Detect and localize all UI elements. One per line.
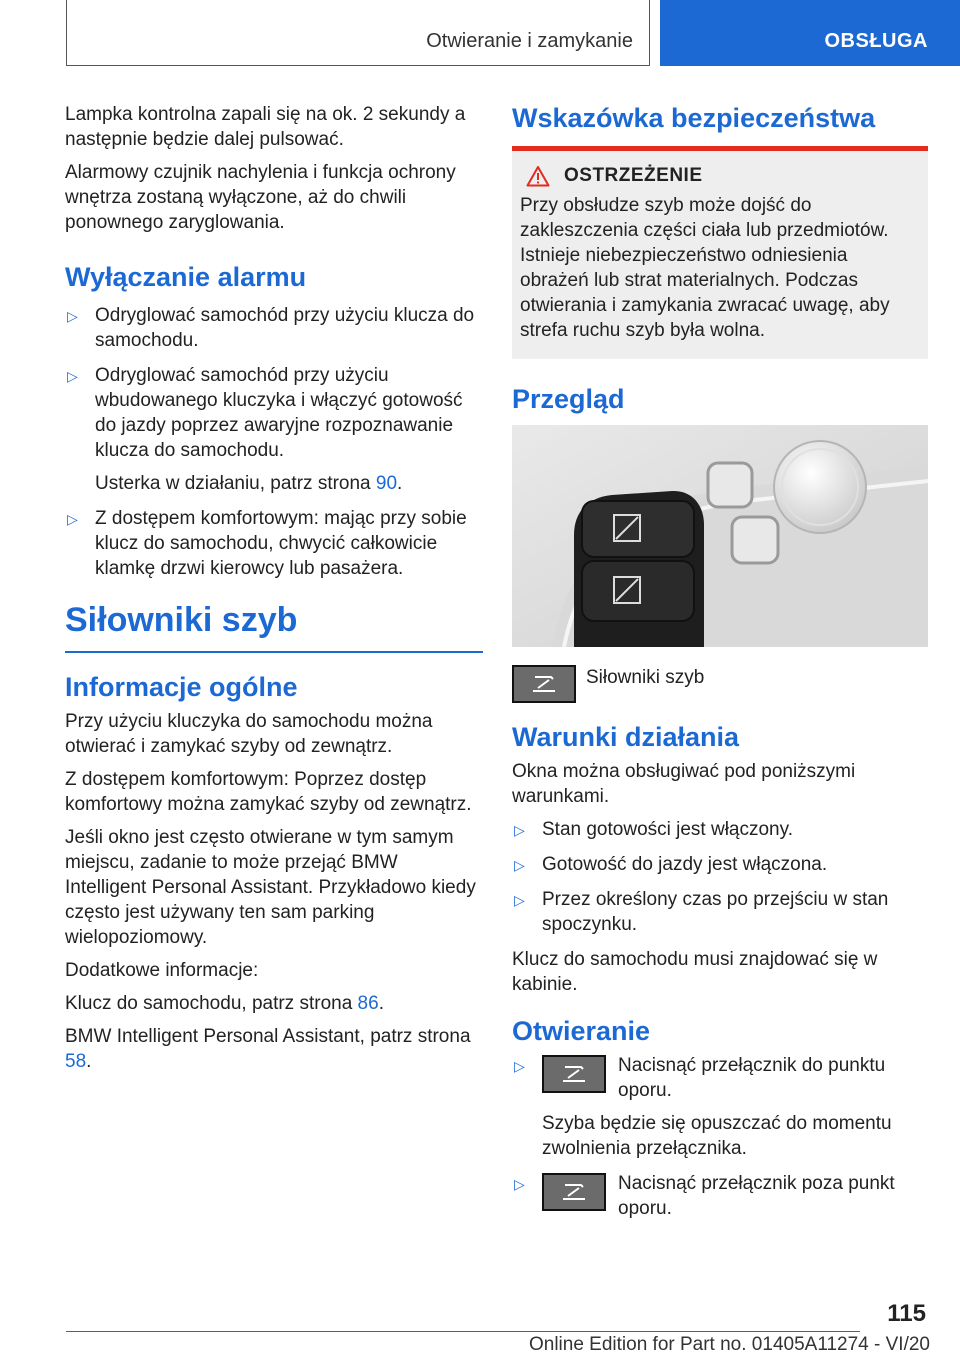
list-item: ▷ Z dostępem komfortowym: mając przy sobie klucz do samochodu, chwycić całkowicie klamkę drzwi kierowcy lub pasażera. (67, 508, 467, 579)
safety-heading: Wskazówka bezpieczeństwa (512, 103, 876, 133)
image-caption (512, 665, 928, 703)
reference-assistant: BMW Intelligent Personal Assistant, patrz strona 58. (65, 1026, 471, 1072)
general-paragraph-3: Jeśli okno jest często otwierane w tym samym miejscu, zadanie to może przejąć BMW Intelligent Personal Assistant. Przykładowo kiedy często jest używany ten sam parking wielopoziomowy. (65, 827, 476, 948)
general-paragraph-1: Przy użyciu kluczyka do samochodu można otwierać i zamykać szyby od zewnątrz. (65, 711, 433, 757)
caption-text: Siłowniki szyb (586, 667, 705, 688)
footer-divider (66, 1331, 860, 1332)
conditions-heading: Warunki działania (512, 722, 740, 752)
intro-paragraph-1: Lampka kontrolna zapali się na ok. 2 sekundy a następnie będzie dalej pulsować. (65, 104, 466, 150)
warning-triangle-icon (526, 165, 550, 187)
triangle-bullet-icon: ▷ (514, 1176, 525, 1192)
conditions-paragraph-2: Klucz do samochodu musi znajdować się w kabinie. (512, 949, 878, 995)
triangle-bullet-icon: ▷ (514, 892, 525, 908)
general-paragraph-4: Dodatkowe informacje: (65, 960, 259, 981)
page-link-86[interactable]: 86 (357, 993, 379, 1014)
malfunction-reference: Usterka w działaniu, patrz strona 90. (95, 473, 403, 494)
list-item: ▷ Odryglować samochód przy użyciu wbudowanego kluczyka i włączyć gotowość do jazdy poprzez awaryjne rozpoznawanie klucza do samochodu. Usterka w działaniu, patrz strona 90. (65, 363, 483, 496)
warning-text: Przy obsłudze szyb może dojść do zakleszczenia części ciała lub przedmiotów. Istnieje niebezpieczeństwo odniesienia obrażeń lub strat materialnych. Podczas otwierania i zamykania zwracać uwagę, aby strefa ruchu szyb była wolna. (520, 195, 890, 341)
triangle-bullet-icon: ▷ (514, 857, 525, 873)
window-switch-photo (512, 425, 928, 647)
conditions-list (512, 817, 928, 937)
list-item: ▷ Nacisnąć przełącznik do punktu oporu. Szyba będzie się opuszczać do momentu zwolnienia przełącznika. (514, 1055, 892, 1159)
header-section-title: Otwieranie i zamykanie (426, 30, 633, 52)
general-info-heading: Informacje ogólne (65, 672, 298, 702)
opening-heading: Otwieranie (512, 1016, 651, 1046)
triangle-bullet-icon: ▷ (67, 308, 78, 324)
intro-paragraph-2: Alarmowy czujnik nachylenia i funkcja ochrony wnętrza zostaną wyłączone, aż do chwili ponownego zaryglowania. (65, 162, 456, 233)
window-lifts-heading: Siłowniki szyb (65, 599, 483, 653)
reference-key: Klucz do samochodu, patrz strona 86. (65, 993, 384, 1014)
footer-edition: Online Edition for Part no. 01405A11274 - VI/20 (528, 1334, 930, 1355)
page-link-58[interactable]: 58 (65, 1051, 87, 1072)
list-item: ▷ Stan gotowości jest włączony. (512, 817, 928, 842)
alarm-off-heading: Wyłączanie alarmu (65, 262, 307, 292)
warning-title: OSTRZEŻENIE (564, 165, 703, 186)
list-item: ▷ Przez określony czas po przejściu w stan spoczynku. (514, 889, 889, 935)
list-item: ▷ Nacisnąć przełącznik poza punkt oporu. (514, 1173, 895, 1219)
page-number: 115 (887, 1300, 926, 1327)
warning-box (512, 146, 928, 359)
triangle-bullet-icon: ▷ (67, 368, 78, 384)
left-column (65, 102, 483, 1082)
opening-list (512, 1053, 928, 1221)
window-switch-icon (512, 665, 576, 703)
right-column (512, 102, 928, 1231)
header-section-box (66, 0, 650, 66)
list-item: ▷ Gotowość do jazdy jest włączona. (512, 852, 928, 877)
window-switch-icon (542, 1173, 606, 1211)
triangle-bullet-icon: ▷ (67, 511, 78, 527)
conditions-paragraph: Okna można obsługiwać pod poniższymi warunkami. (512, 761, 856, 807)
list-item: ▷ Odryglować samochód przy użyciu klucza do samochodu. (67, 305, 475, 351)
overview-heading: Przegląd (512, 384, 625, 414)
page-link-90[interactable]: 90 (375, 473, 398, 494)
header-chapter-tab (660, 0, 960, 66)
window-switch-icon (542, 1055, 606, 1093)
alarm-off-list (65, 303, 483, 581)
triangle-bullet-icon: ▷ (514, 822, 525, 838)
header-chapter-title: OBSŁUGA (824, 30, 928, 52)
general-paragraph-2: Z dostępem komfortowym: Poprzez dostęp komfortowy można zamykać szyby od zewnątrz. (65, 769, 472, 815)
triangle-bullet-icon: ▷ (514, 1058, 525, 1074)
